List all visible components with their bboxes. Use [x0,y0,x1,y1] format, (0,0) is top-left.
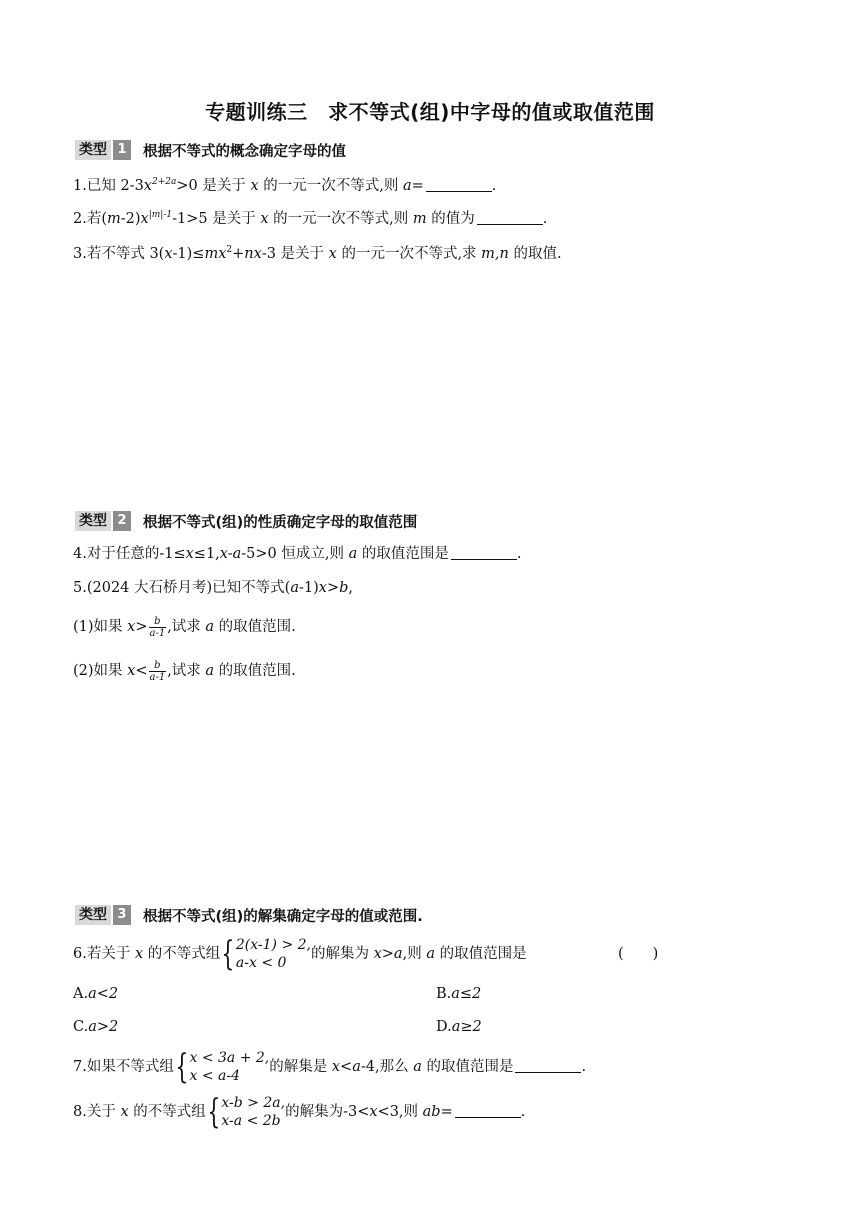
type-1-badge [75,140,131,160]
option-d[interactable]: D.a≥2 [436,1019,482,1035]
type-title: 根据不等式的概念确定字母的值 [143,143,346,160]
answer-blank[interactable] [515,1058,581,1073]
type-2-header [75,509,417,533]
answer-blank[interactable] [451,545,517,560]
question-3: 3.若不等式 $3(x-1)\le mx^2+nx-3$ 是关于 x 的一元一次不等式,求 m,n 的取值. [73,245,562,262]
type-title: 根据不等式(组)的解集确定字母的值或范围. [143,908,423,925]
type-title: 根据不等式(组)的性质确定字母的取值范围 [143,514,418,531]
type-number: 1 [113,140,131,160]
question-4: 4.对于任意的-1≤x≤1,x-a-5>0 恒成立,则 a 的取值范围是 . [73,546,522,562]
type-label: 类型 [75,140,111,160]
question-5: 5.(2024 大石桥月考)已知不等式(a-1)x>b, [73,580,354,596]
type-number: 2 [113,511,131,531]
type-number: 3 [113,905,131,925]
fraction: $\frac{b}{a-1}$ [149,659,166,683]
option-b[interactable]: B.a≤2 [436,986,482,1002]
question-5-part-2: (2)如果 x< $\frac{b}{a-1}$ ,试求 a 的取值范围. [73,659,296,683]
inequality-system: { 2(x-1) > 2, a-x < 0 [221,934,311,974]
question-8: 8.关于 x 的不等式组 { x-b > 2a, x-a < 2b 的解集为-3<x<3,则 ab= . [73,1092,526,1132]
type-label: 类型 [75,905,111,925]
page-title: 专题训练三 求不等式(组)中字母的值或取值范围 [205,100,655,124]
option-a[interactable]: A.a<2 [73,986,119,1002]
answer-blank[interactable] [477,210,543,225]
answer-blank[interactable] [455,1103,521,1118]
type-3-header [75,903,423,927]
type-3-badge [75,905,131,925]
question-5-part-1: (1)如果 x> $\frac{b}{a-1}$ ,试求 a 的取值范围. [73,615,296,639]
inequality-system: { x < 3a + 2, x < a-4 [175,1047,270,1087]
fraction: $\frac{b}{a-1}$ [149,615,166,639]
question-6: 6.若关于 x 的不等式组 { 2(x-1) > 2, a-x < 0 的解集为 x>a,则 a 的取值范围是 ( ) [73,934,659,974]
question-7: 7.如果不等式组 { x < 3a + 2, x < a-4 的解集是 x<a-4,那么 a 的取值范围是 . [73,1047,587,1087]
question-1: 1.已知 $2-3x^{2+2a}>0$ 是关于 x 的一元一次不等式,则 a= . [73,177,497,194]
type-1-header [75,138,346,162]
type-label: 类型 [75,511,111,531]
question-2: 2.若$(m-2)x^{|m|-1}-1>5$ 是关于 x 的一元一次不等式,则 m 的值为 . [73,210,548,227]
type-2-badge [75,511,131,531]
answer-blank[interactable] [426,177,492,192]
inequality-system: { x-b > 2a, x-a < 2b [207,1092,286,1132]
answer-parentheses[interactable]: ( ) [618,946,659,962]
option-c[interactable]: C.a>2 [73,1019,119,1035]
